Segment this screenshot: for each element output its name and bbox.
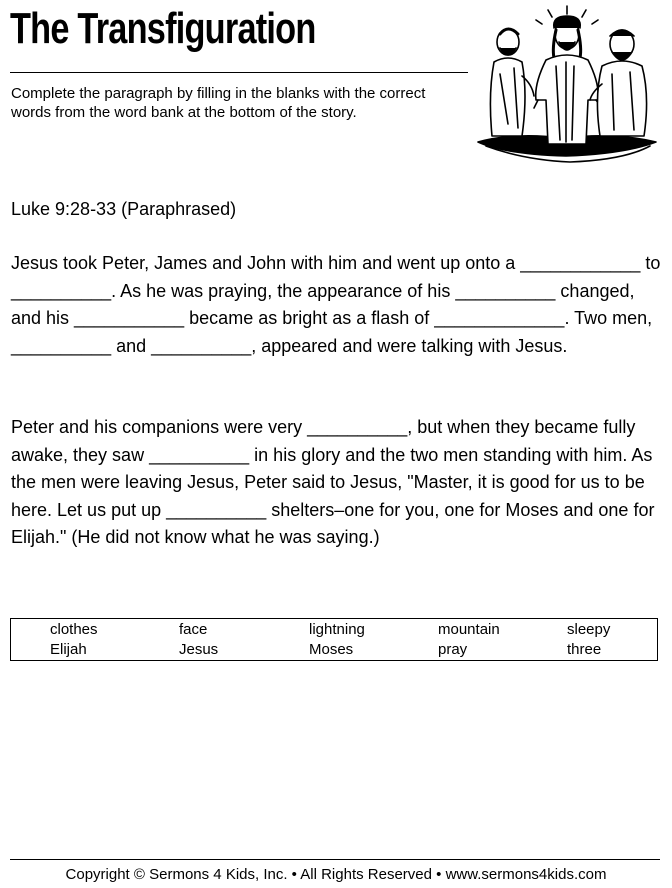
word-bank-item: mountain bbox=[438, 621, 500, 638]
title-divider bbox=[10, 72, 468, 73]
copyright-footer: Copyright © Sermons 4 Kids, Inc. • All Rights Reserved • www.sermons4kids.com bbox=[65, 866, 607, 883]
word-bank-item: sleepy bbox=[567, 621, 611, 638]
transfiguration-illustration bbox=[474, 4, 660, 170]
story-paragraph-1: Jesus took Peter, James and John with him and went up onto a ____________ to __________. As he was praying, the appearance of his __________ changed, and his ___________ became as bright as a flash of _____________. Two men, __________ and __________, appeared and were talking with Jesus. bbox=[11, 253, 661, 356]
word-bank-item: Moses bbox=[309, 641, 354, 658]
scripture-reference: Luke 9:28-33 (Paraphrased) bbox=[11, 199, 237, 219]
word-bank-item: Jesus bbox=[179, 641, 219, 658]
word-bank bbox=[10, 618, 658, 661]
word-bank-item: lightning bbox=[309, 621, 365, 638]
word-bank-item: face bbox=[179, 621, 208, 638]
story-paragraph-2: Peter and his companions were very __________, but when they became fully awake, they saw __________ in his glory and the two men standing with him. As the men were leaving Jesus, Peter said to Jesus, "Master, it is good for us to be here. Let us put up __________ shelters–one for you, one for Moses and one for Elijah." (He did not know what he was saying.) bbox=[11, 417, 655, 547]
instructions-text: Complete the paragraph by filling in the blanks with the correct words from the word bank at the bottom of the story. bbox=[11, 85, 426, 121]
word-bank-item: clothes bbox=[50, 621, 98, 638]
word-bank-item: Elijah bbox=[50, 641, 87, 658]
word-bank-item: pray bbox=[438, 641, 468, 658]
footer-divider bbox=[10, 859, 660, 860]
page-title: The Transfiguration bbox=[10, 4, 316, 53]
word-bank-item: three bbox=[567, 641, 602, 658]
